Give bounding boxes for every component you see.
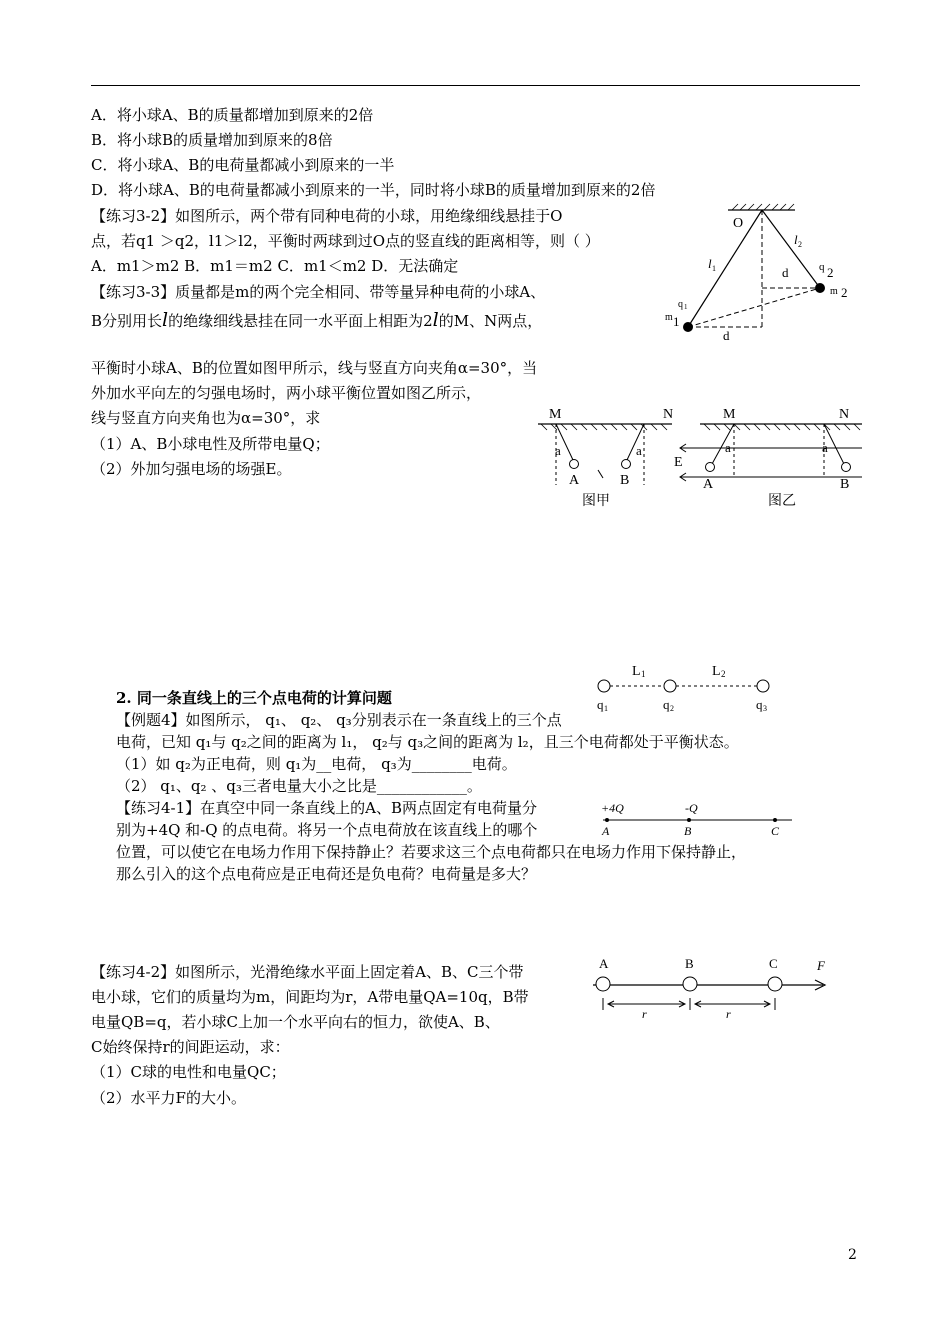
figure-yi [672,400,867,515]
label-n-yi: N [839,407,850,422]
label-a-jia: A [569,473,580,488]
label-alpha-yi-b: a [822,440,828,455]
label-m-yi: M [723,407,736,422]
label-m2: m [830,286,838,297]
ex4-2-line4: C始终保持r的间距运动，求： [91,1038,290,1056]
label-point-a: A [602,824,610,838]
label-b-jia: B [620,473,630,488]
label-b-yi: B [840,477,850,492]
ex4-2-line1: 【练习4-2】如图所示，光滑绝缘水平面上固定着A、B、C三个带 [91,963,524,981]
label-q1: q [678,299,683,310]
label-n-jia: N [663,407,674,422]
page-number: 2 [848,1247,857,1263]
ex3-3-line3: 平衡时小球A、B的位置如图甲所示，线与竖直方向夹角α=30°，当 [91,359,538,377]
label-q1-sub: 1 [684,303,688,311]
label-m-jia: M [549,407,562,422]
label-r-ab: r [642,1007,647,1021]
label-ball-c: C [769,956,778,971]
ex3-3-line2-b: 的绝缘细线悬挂在同一水平面上相距为2 [168,312,433,330]
ex3-3-line4: 外加水平向左的匀强电场时，两小球平衡位置如图乙所示， [91,384,482,402]
label-l1-line-sub: 1 [641,669,646,679]
option-d: D．将小球A、B的电荷量都减小到原来的一半，同时将小球B的质量增加到原来的2倍 [91,181,656,199]
ex3-3-line2-c: 的M、N两点， [438,312,543,330]
example4-line1: 【例题4】如图所示， q₁、 q₂、 q₃分别表示在一条直线上的三个点 [116,711,562,729]
ex4-2-line2: 电小球，它们的质量均为m，间距均为r，A带电量QA=10q，B带 [91,988,529,1006]
label-ball-a: A [599,956,609,971]
option-c: C．将小球A、B的电荷量都减小到原来的一半 [91,156,395,174]
ex3-3-line5: 线与竖直方向夹角也为α=30°，求 [91,409,321,427]
label-force-f: F [817,958,825,973]
length-symbol-2: l [432,309,439,331]
label-o: O [733,216,744,231]
ex3-3-line2 [91,310,542,331]
label-l1-sub: 1 [712,264,716,273]
ex4-1-line4: 那么引入的这个点电荷应是正电荷还是负电荷？电荷量是多大？ [116,865,537,883]
label-q2-line-sub: 2 [670,704,674,713]
ex3-2-line2: 点，若q1 ＞q2，l1＞l2，平衡时两球到过O点的竖直线的距离相等，则（ ） [91,232,600,250]
label-q2: q [819,261,825,273]
abc-balls-figure [588,952,848,1027]
label-d-upper: d [782,265,789,280]
label-point-c: C [771,824,780,838]
ex4-1-line1: 【练习4-1】在真空中同一条直线上的A、B两点固定有电荷量分 [116,799,538,817]
label-ball-b: B [685,956,694,971]
label-minus-q: -Q [685,801,698,815]
option-a: A．将小球A、B的质量都增加到原来的2倍 [91,106,374,124]
figure-jia [535,400,675,515]
label-l2-line-sub: 2 [721,669,726,679]
ex3-2-options: A．m1＞m2 B．m1＝m2 C．m1＜m2 D．无法确定 [91,257,459,275]
example4-line2: 电荷，已知 q₁与 q₂之间的距离为 l₁， q₂与 q₃之间的距离为 l₂，且三个电荷都处于平衡状态。 [116,733,739,751]
option-b: B．将小球B的质量增加到原来的8倍 [91,131,333,149]
ex3-3-q1: （1）A、B小球电性及所带电量Q； [91,435,330,453]
charges-line-figure [597,797,797,842]
pendulum-figure-3-2 [660,200,860,350]
section-2-title: 2. 同一条直线上的三个点电荷的计算问题 [116,689,392,707]
label-two-upper: 2 [827,265,834,280]
label-l1: l [708,256,712,271]
label-e: E [674,455,683,470]
label-alpha-b: a [636,443,642,458]
caption-yi: 图乙 [768,494,796,509]
caption-jia: 图甲 [582,494,610,509]
example4-q2: （2） q₁、q₂ 、q₃三者电量大小之比是____________。 [116,777,482,795]
label-l2-line: L [712,664,721,679]
label-r-bc: r [726,1007,731,1021]
label-m2-sub: 2 [841,285,848,300]
label-a-yi: A [703,477,714,492]
label-q1-line: q [597,697,604,712]
label-m1-sub: 1 [673,314,680,329]
label-plus4q: +4Q [601,801,624,815]
ex3-3-line1: 【练习3-3】质量都是m的两个完全相同、带等量异种电荷的小球A、 [91,283,546,301]
label-l1-line: L [632,664,641,679]
example4-q1: （1）如 q₂为正电荷，则 q₁为__电荷， q₃为________电荷。 [116,755,517,773]
label-alpha-a: a [555,443,561,458]
ex4-2-line3: 电量QB=q，若小球C上加一个水平向右的恒力，欲使A、B、 [91,1013,500,1031]
ex3-3-q2: （2）外加匀强电场的场强E。 [91,460,292,478]
length-symbol: l [162,309,169,331]
ex4-2-q2: （2）水平力F的大小。 [91,1089,246,1107]
ex3-2-line1: 【练习3-2】如图所示，两个带有同种电荷的小球，用绝缘细线悬挂于O [91,207,563,225]
label-alpha-yi-a: a [725,440,731,455]
label-point-b: B [684,824,692,838]
label-q2-line: q [663,697,670,712]
label-d-lower: d [723,328,730,343]
ex4-1-line2: 别为+4Q 和-Q 的点电荷。将另一个点电荷放在该直线上的哪个 [116,821,538,839]
label-q3-line-sub: 3 [763,704,767,713]
label-m1: m [665,312,673,323]
label-q3-line: q [756,697,763,712]
header-rule [91,85,860,86]
label-q1-line-sub: 1 [604,704,608,713]
ex3-3-line2-a: B分别用长 [91,312,163,330]
three-charges-figure [592,655,782,715]
ex4-1-line3: 位置，可以使它在电场力作用下保持静止？若要求这三个点电荷都只在电场力作用下保持静止， [116,843,747,861]
label-l2-sub: 2 [798,240,802,249]
label-l2: l [794,232,798,247]
ex4-2-q1: （1）C球的电性和电量QC； [91,1063,286,1081]
